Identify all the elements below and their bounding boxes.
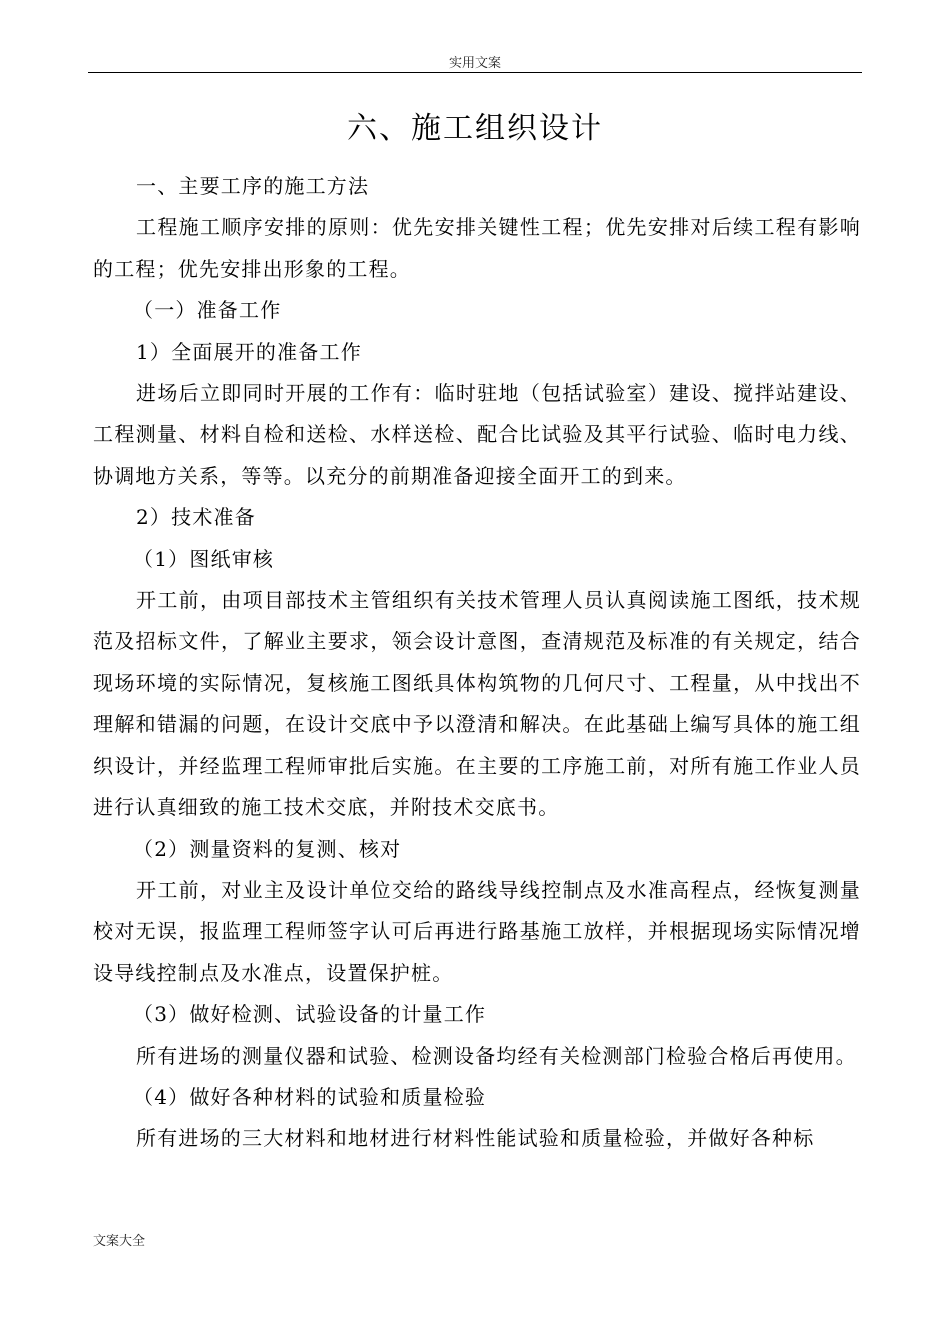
header-divider (88, 72, 862, 73)
item-heading: （4）做好各种材料的试验和质量检验 (133, 1084, 487, 1109)
body-paragraph: 开工前，由项目部技术主管组织有关技术管理人员认真阅读施工图纸，技术规范及招标文件，了解业主要求，领会设计意图，查清规范及标准的有关规定，结合现场环境的实际情况，复核施工图纸具体构筑物的几何尺寸、工程量，从中找出不理解和错漏的问题，在设计交底中予以澄清和解决。在此基础上编写具体的施工组织设计，并经监理工程师审批后实施。在主要的工序施工前，对所有施工作业人员进行认真细致的施工技术交底，并附技术交底书。 (93, 588, 861, 820)
page-header: 实用文案 (448, 56, 501, 71)
body-paragraph: 所有进场的三大材料和地材进行材料性能试验和质量检验，并做好各种标 (136, 1126, 815, 1151)
numbered-heading: 2）技术准备 (136, 505, 256, 530)
body-paragraph: 开工前，对业主及设计单位交给的路线导线控制点及水准高程点，经恢复测量校对无误，报监理工程师签字认可后再进行路基施工放样，并根据现场实际情况增设导线控制点及水准点，设置保护桩。 (93, 877, 861, 985)
subsection-heading: （一）准备工作 (133, 298, 282, 323)
document-title: 六、施工组织设计 (347, 111, 603, 146)
section-heading: 一、主要工序的施工方法 (136, 174, 370, 198)
numbered-heading: 1）全面展开的准备工作 (136, 339, 362, 364)
page-footer: 文案大全 (93, 1234, 146, 1249)
item-heading: （1）图纸审核 (133, 546, 275, 571)
body-paragraph: 所有进场的测量仪器和试验、检测设备均经有关检测部门检验合格后再使用。 (136, 1043, 857, 1068)
body-paragraph: 工程施工顺序安排的原则：优先安排关键性工程；优先安排对后续工程有影响的工程；优先安排出形象的工程。 (93, 215, 861, 281)
body-paragraph: 进场后立即同时开展的工作有：临时驻地（包括试验室）建设、搅拌站建设、工程测量、材料自检和送检、水样送检、配合比试验及其平行试验、临时电力线、协调地方关系，等等。以充分的前期准备迎接全面开工的到来。 (93, 381, 861, 488)
item-heading: （2）测量资料的复测、核对 (133, 836, 402, 861)
document-body (93, 166, 861, 1160)
item-heading: （3）做好检测、试验设备的计量工作 (133, 1002, 487, 1027)
